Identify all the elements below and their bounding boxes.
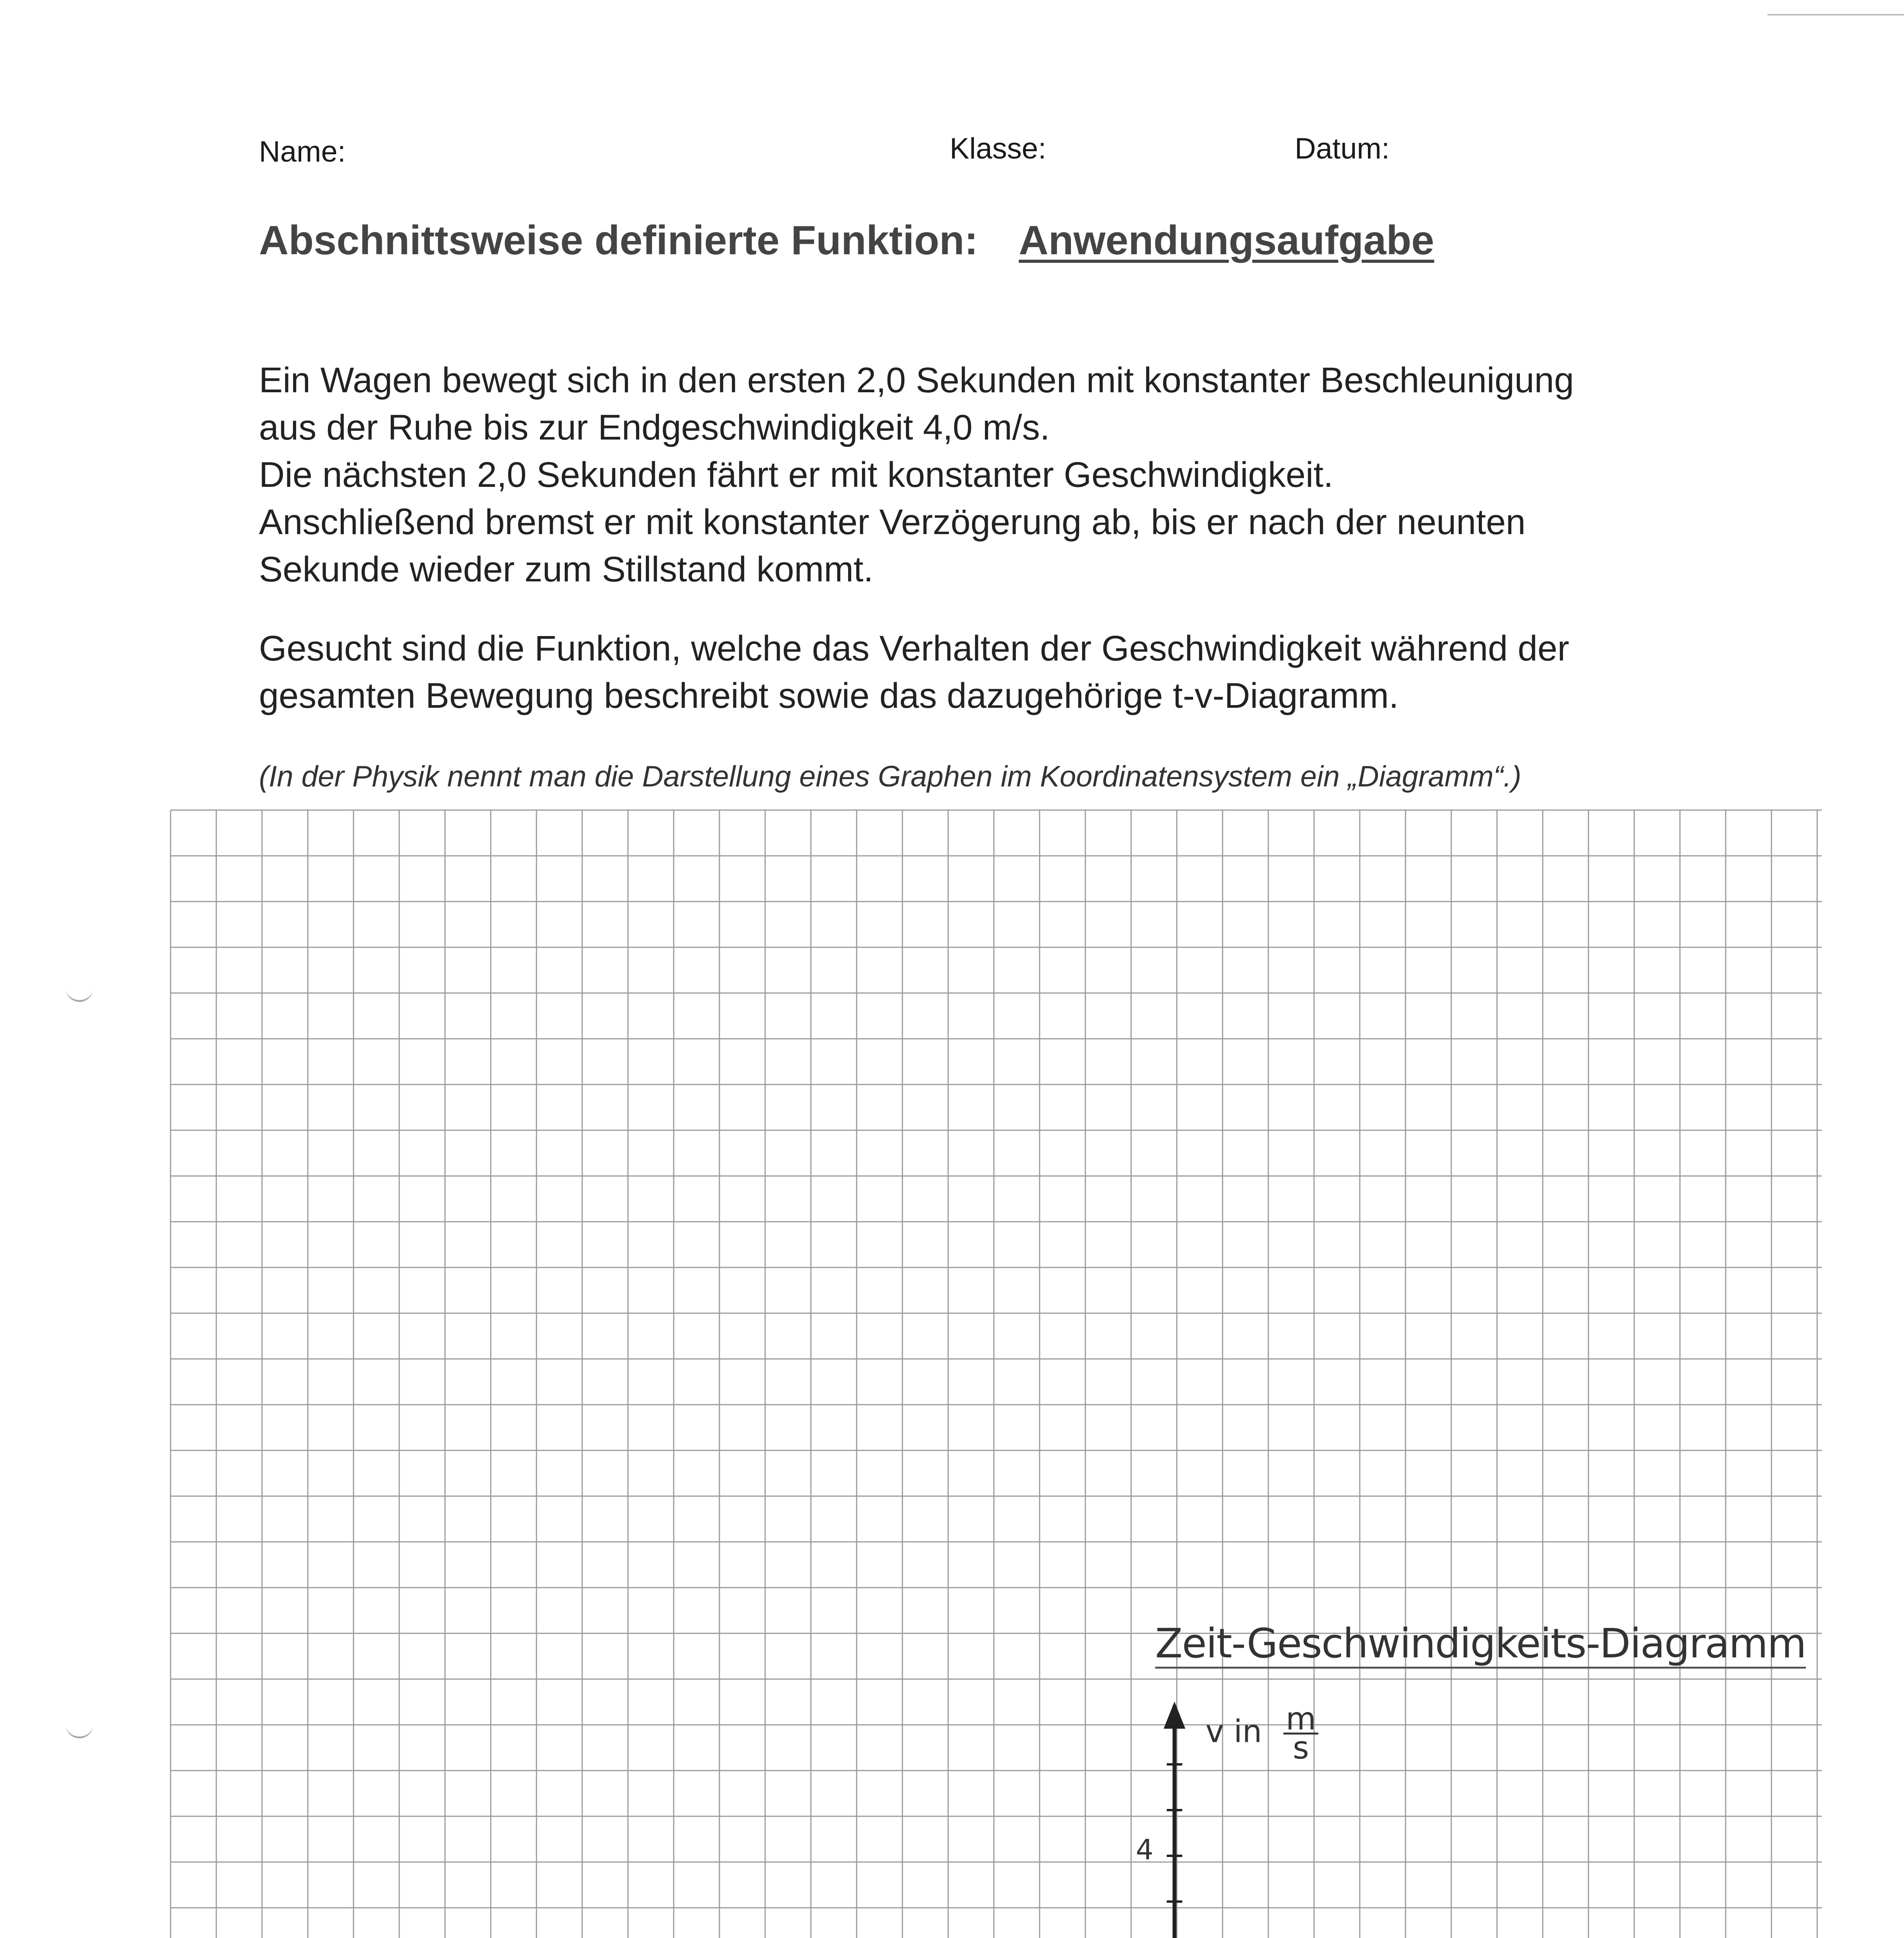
title-underlined: Anwendungsaufgabe bbox=[1019, 217, 1435, 263]
y-unit-numerator: m bbox=[1283, 1705, 1318, 1735]
y-tick-label-4: 4 bbox=[1136, 1833, 1154, 1866]
y-axis-arrow bbox=[1164, 1702, 1185, 1729]
klasse-field-label: Klasse: bbox=[950, 132, 1047, 165]
y-axis-label bbox=[1206, 1701, 1318, 1766]
name-field-label: Name: bbox=[259, 135, 346, 168]
question-line: Gesucht sind die Funktion, welche das Verhalten der Geschwindigkeit während der bbox=[259, 629, 1569, 668]
problem-line: aus der Ruhe bis zur Endgeschwindigkeit 4,0 m/s. bbox=[259, 408, 1050, 447]
datum-field-label: Datum: bbox=[1295, 132, 1390, 165]
diagram-title: Zeit-Geschwindigkeits-Diagramm bbox=[1155, 1620, 1806, 1669]
physics-note: (In der Physik nennt man die Darstellung eines Graphen im Koordinatensystem ein „Diagramm“.) bbox=[259, 760, 1521, 793]
y-unit-denominator: s bbox=[1293, 1730, 1309, 1766]
problem-line: Anschließend bremst er mit konstanter Verzögerung ab, bis er nach der neunten bbox=[259, 502, 1526, 542]
grid-lines bbox=[171, 810, 1822, 1938]
question-line: gesamten Bewegung beschreibt sowie das dazugehörige t-v-Diagramm. bbox=[259, 676, 1399, 716]
title-main: Abschnittsweise definierte Funktion: bbox=[259, 217, 978, 263]
problem-line: Die nächsten 2,0 Sekunden fährt er mit konstanter Geschwindigkeit. bbox=[259, 455, 1333, 495]
problem-line: Ein Wagen bewegt sich in den ersten 2,0 Sekunden mit konstanter Beschleunigung bbox=[259, 360, 1574, 400]
problem-line: Sekunde wieder zum Stillstand kommt. bbox=[259, 550, 874, 589]
y-axis-label-text: v in bbox=[1206, 1713, 1262, 1750]
